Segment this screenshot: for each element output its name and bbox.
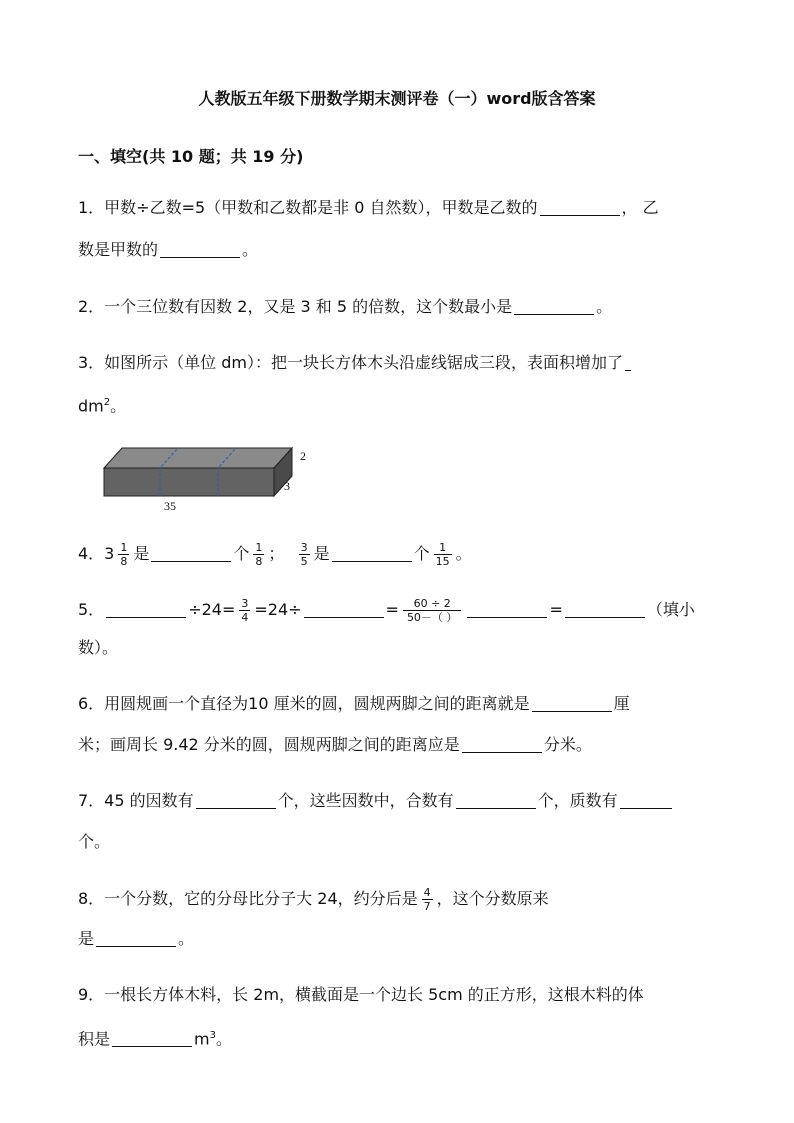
q4-fraction-3-numerator: 3 — [300, 541, 308, 554]
q4-fraction-2 — [253, 541, 264, 568]
q7-text-a: 7．45 的因数有 — [78, 791, 194, 810]
question-8-line-2 — [78, 929, 724, 949]
q3-unit: dm — [78, 396, 104, 416]
q1-text-c: 数是甲数的 — [78, 240, 159, 259]
q7-blank-2[interactable] — [456, 792, 536, 809]
q5-text-c: =24÷ — [254, 600, 302, 619]
q1-text-a: 1．甲数÷乙数=5（甲数和乙数都是非 0 自然数），甲数是乙数的 — [78, 198, 538, 217]
q3-text-a: 3．如图所示（单位 dm）：把一块长方体木头沿虚线锯成三段，表面积增加了 — [78, 353, 624, 372]
q2-text-a: 2．一个三位数有因数 2，又是 3 和 5 的倍数，这个数最小是 — [78, 297, 513, 316]
q8-text-d: 。 — [178, 929, 195, 948]
q6-text-a: 6．用圆规画一个直径为10 厘米的圆，圆规两脚之间的距离就是 — [78, 694, 530, 713]
q4-fraction-4-denominator: 15 — [435, 555, 450, 568]
section-heading: 一、填空(共 10 题；共 19 分) — [78, 147, 304, 166]
q8-fraction — [422, 886, 433, 913]
q4-text-c: 个 — [233, 544, 250, 563]
q5-text-e: = — [549, 600, 563, 619]
q9-unit: m — [194, 1029, 210, 1049]
q8-text-b: ，这个分数原来 — [436, 889, 549, 908]
q7-blank-3[interactable] — [620, 792, 672, 809]
question-7-line-2 — [78, 832, 724, 852]
q5-text-g: 数）。 — [78, 638, 119, 657]
q1-text-b: ， 乙 — [621, 198, 659, 217]
q5-fraction-1 — [239, 597, 250, 624]
q9-text-d: 。 — [215, 1029, 232, 1049]
q8-blank[interactable] — [96, 930, 176, 947]
question-9-line-1 — [78, 985, 724, 1005]
cuboid-top-face — [104, 448, 292, 468]
q4-text-b: 是 — [133, 544, 150, 563]
q5-text-d: = — [385, 600, 399, 619]
question-4 — [78, 541, 724, 568]
cuboid-front-face — [104, 468, 274, 496]
question-5-line-2 — [78, 638, 724, 658]
q5-blank-1[interactable] — [106, 601, 186, 618]
q5-fraction-2-numerator: 60 ÷ 2 — [403, 597, 462, 611]
question-1-line-2 — [78, 240, 724, 260]
q4-text-f: 个 — [413, 544, 430, 563]
q4-text-g: 。 — [455, 544, 472, 563]
q4-fraction-1-numerator: 1 — [120, 541, 128, 554]
q2-blank[interactable] — [514, 298, 594, 315]
cuboid-diagram — [100, 446, 330, 518]
q3-blank[interactable] — [625, 354, 631, 371]
question-6-line-2 — [78, 735, 724, 755]
q5-blank-2[interactable] — [304, 601, 384, 618]
q1-blank-1[interactable] — [540, 199, 620, 216]
q5-fraction-1-denominator: 4 — [241, 611, 249, 624]
q6-text-b: 厘 — [613, 694, 630, 713]
q9-text-b: 积是 — [78, 1029, 111, 1049]
q9-blank[interactable] — [112, 1030, 192, 1047]
question-2 — [78, 297, 724, 317]
question-1-line-1 — [78, 198, 724, 218]
q4-fraction-1-denominator: 8 — [120, 555, 128, 568]
q6-blank-2[interactable] — [462, 736, 542, 753]
q7-text-d: 个。 — [78, 832, 111, 851]
q4-fraction-4 — [434, 541, 452, 568]
q8-text-c: 是 — [78, 929, 95, 948]
q4-fraction-1 — [118, 541, 129, 568]
question-7-line-1 — [78, 791, 724, 811]
q5-text-b: ÷24= — [188, 600, 236, 619]
q5-blank-3[interactable] — [467, 601, 547, 618]
q4-fraction-3-denominator: 5 — [300, 555, 308, 568]
q5-text-f: （填小 — [646, 600, 695, 619]
q4-fraction-2-numerator: 1 — [255, 541, 263, 554]
q9-text-a: 9．一根长方体木料，长 2m，横截面是一个边长 5cm 的正方形，这根木料的体 — [78, 985, 644, 1004]
question-3-line-2 — [78, 393, 724, 416]
q7-blank-1[interactable] — [196, 792, 276, 809]
question-6-line-1 — [78, 694, 724, 714]
question-8-line-1 — [78, 886, 724, 913]
q2-text-b: 。 — [596, 297, 613, 316]
q4-fraction-4-numerator: 1 — [434, 541, 452, 555]
cuboid-figure — [100, 446, 330, 522]
q5-fraction-2 — [403, 597, 462, 624]
q4-text-e: 是 — [313, 544, 330, 563]
q8-text-a: 8．一个分数，它的分母比分子大 24，约分后是 — [78, 889, 418, 908]
q1-blank-2[interactable] — [160, 241, 240, 258]
q1-text-d: 。 — [242, 240, 259, 259]
q4-fraction-2-denominator: 8 — [255, 555, 263, 568]
q6-blank-1[interactable] — [532, 695, 612, 712]
q3-unit-exponent: 2 — [103, 397, 111, 408]
q6-text-d: 分米。 — [543, 735, 592, 754]
q4-fraction-3 — [299, 541, 310, 568]
q4-text-d: ； — [268, 544, 285, 563]
q8-fraction-denominator: 7 — [423, 900, 431, 913]
q4-text-a: 4．3 — [78, 544, 115, 563]
question-3-line-1 — [78, 353, 724, 373]
q5-blank-4[interactable] — [565, 601, 645, 618]
label-width: 3 — [284, 479, 290, 493]
page-title: 人教版五年级下册数学期末测评卷（一）word版含答案 — [198, 89, 596, 108]
question-5-line-1 — [78, 597, 724, 624]
q6-text-c: 米；画周长 9.42 分米的圆，圆规两脚之间的距离应是 — [78, 735, 460, 754]
q9-unit-exponent: 3 — [209, 1030, 216, 1041]
question-9-line-2 — [78, 1026, 724, 1049]
q7-text-c: 个，质数有 — [537, 791, 618, 810]
q4-blank-2[interactable] — [332, 545, 412, 562]
q5-fraction-2-denominator: 50－（ ） — [406, 611, 458, 624]
q5-text-a: 5． — [78, 600, 105, 619]
q5-fraction-1-numerator: 3 — [241, 597, 249, 610]
q8-fraction-numerator: 4 — [423, 886, 431, 899]
q4-blank-1[interactable] — [151, 545, 231, 562]
q3-text-c: 。 — [110, 396, 127, 416]
label-height: 2 — [300, 449, 306, 463]
label-length: 35 — [164, 499, 176, 513]
q7-text-b: 个，这些因数中，合数有 — [277, 791, 454, 810]
